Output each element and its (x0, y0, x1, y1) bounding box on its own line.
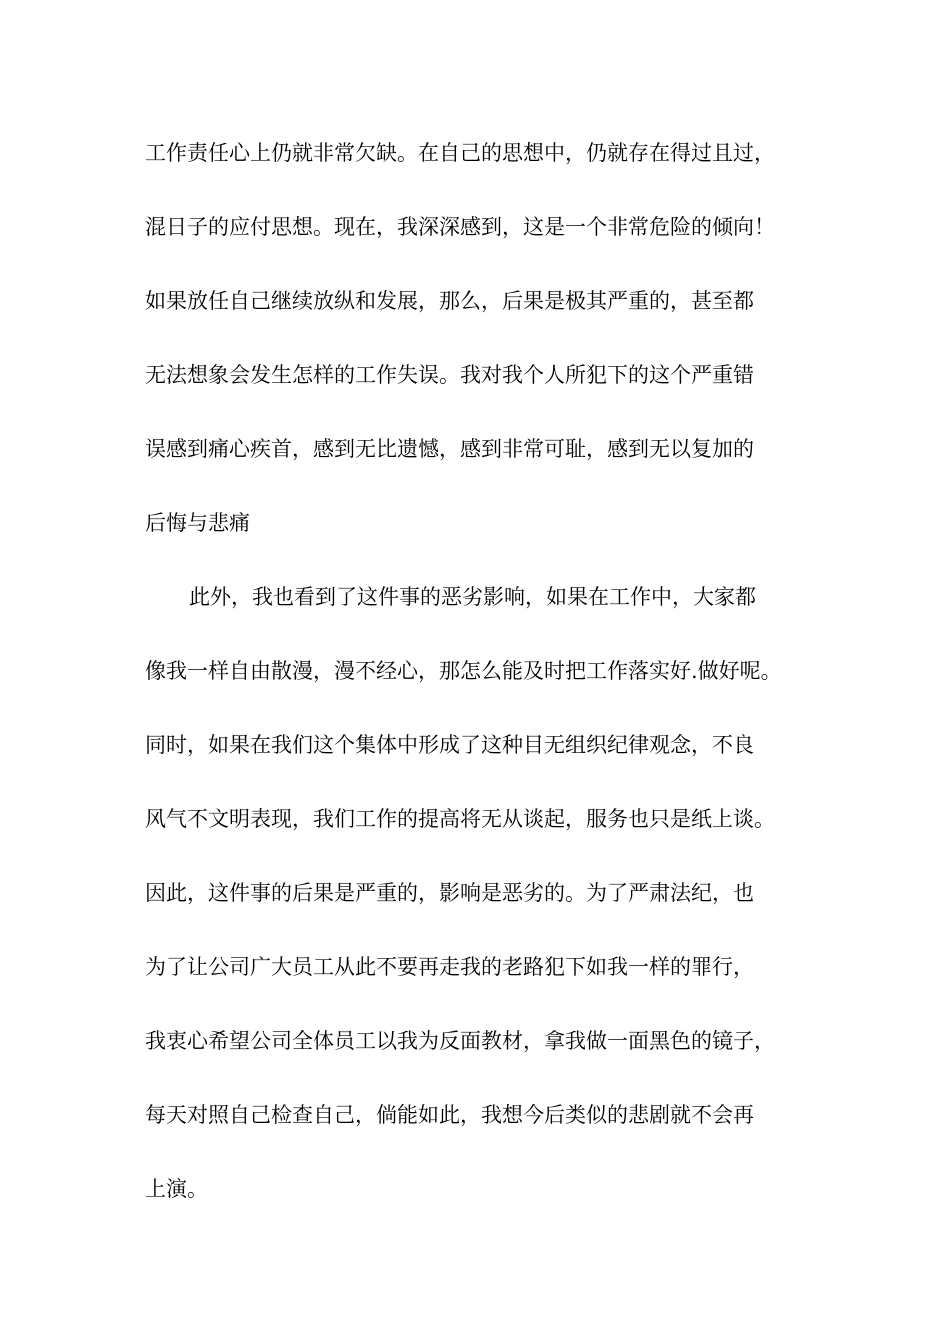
text-line-13: 我衷心希望公司全体员工以我为反面教材，拿我做一面黑色的镜子， (145, 1029, 775, 1053)
text-line-12: 为了让公司广大员工从此不要再走我的老路犯下如我一样的罪行， (145, 955, 754, 979)
text-line-10: 风气不文明表现，我们工作的提高将无从谈起，服务也只是纸上谈。 (145, 807, 775, 831)
text-line-2: 混日子的应付思想。现在，我深深感到，这是一个非常危险的倾向！ (145, 215, 775, 239)
text-line-15: 上演。 (145, 1177, 208, 1201)
text-line-11: 因此，这件事的后果是严重的，影响是恶劣的。为了严肃法纪，也 (145, 881, 754, 905)
text-line-5: 误感到痛心疾首，感到无比遗憾，感到非常可耻，感到无以复加的 (145, 437, 754, 461)
text-line-9: 同时，如果在我们这个集体中形成了这种目无组织纪律观念，不良 (145, 733, 754, 757)
text-line-1: 工作责任心上仍就非常欠缺。在自己的思想中，仍就存在得过且过， (145, 141, 775, 165)
text-line-7: 此外，我也看到了这件事的恶劣影响，如果在工作中，大家都 (189, 585, 756, 609)
text-line-6: 后悔与悲痛 (145, 511, 250, 535)
text-line-4: 无法想象会发生怎样的工作失误。我对我个人所犯下的这个严重错 (145, 363, 754, 387)
text-line-14: 每天对照自己检查自己，倘能如此，我想今后类似的悲剧就不会再 (145, 1103, 754, 1127)
document-body (145, 131, 825, 1241)
text-line-3: 如果放任自己继续放纵和发展，那么，后果是极其严重的，甚至都 (145, 289, 754, 313)
text-line-8: 像我一样自由散漫，漫不经心，那怎么能及时把工作落实好.做好呢。 (145, 659, 782, 683)
